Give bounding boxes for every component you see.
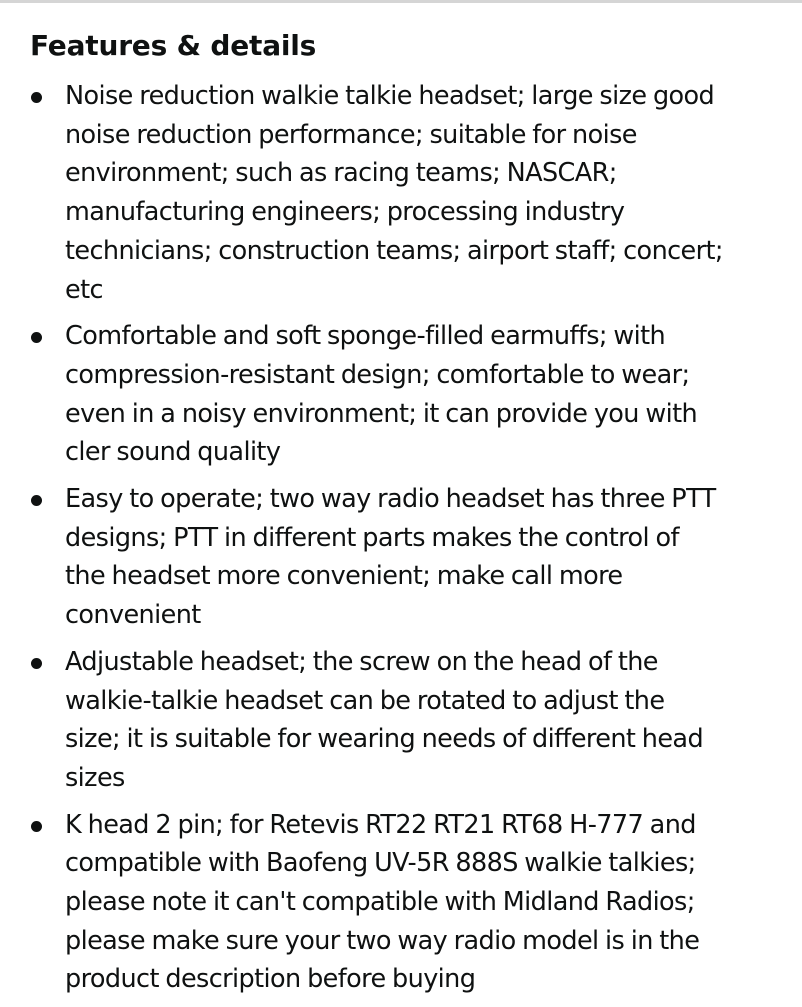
bullet-text-line: noise reduction performance; suitable for noise (65, 119, 637, 150)
bullet-dot-icon (31, 332, 42, 343)
feature-bullet-noise-reduction (0, 77, 802, 309)
top-divider-strip (0, 0, 802, 3)
feature-bullet-adjustable (0, 643, 802, 798)
bullet-text-line: environment; such as racing teams; NASCAR; (65, 158, 617, 189)
bullet-dot-icon (31, 495, 42, 506)
bullet-text-line: technicians; construction teams; airport staff; concert; (65, 235, 723, 266)
bullet-text-line: please make sure your two way radio model is in the (65, 925, 700, 956)
bullet-text-line: compression-resistant design; comfortable to wear; (65, 359, 690, 390)
feature-bullet-easy-operate (0, 480, 802, 635)
bullet-text-line: walkie-talkie headset can be rotated to adjust the (65, 685, 665, 716)
bullet-text-line: please note it can't compatible with Midland Radios; (65, 887, 695, 918)
bullet-dot-icon (31, 92, 42, 103)
bullet-text-line: K head 2 pin; for Retevis RT22 RT21 RT68 H-777 and (65, 809, 696, 840)
bullet-text-line: product description before buying (65, 964, 476, 995)
bullet-text-line: size; it is suitable for wearing needs of different head (65, 724, 704, 755)
bullet-text-line: Noise reduction walkie talkie headset; large size good (65, 81, 715, 111)
bullet-text-line: compatible with Baofeng UV-5R 888S walkie talkies; (65, 848, 696, 879)
bullet-dot-icon (31, 821, 42, 832)
bullet-text-line: the headset more convenient; make call more (65, 561, 623, 592)
bullet-dot-icon (31, 658, 42, 669)
bullet-text-line: manufacturing engineers; processing industry (65, 197, 625, 228)
section-heading: Features & details (30, 29, 317, 62)
feature-bullet-compatibility (0, 806, 802, 1000)
bullet-text-line: Comfortable and soft sponge-filled earmuffs; with (65, 321, 666, 352)
bullet-text-line: designs; PTT in different parts makes the control of (65, 522, 679, 553)
bullet-text-line: sizes (65, 762, 125, 793)
bullet-text-line: Easy to operate; two way radio headset has three PTT (65, 484, 716, 515)
bullet-text-line: etc (65, 274, 103, 305)
bullet-text-line: cler sound quality (65, 437, 281, 468)
feature-bullet-comfort (0, 317, 802, 472)
bullet-text-line: even in a noisy environment; it can provide you with (65, 398, 698, 429)
features-bullet-list (0, 77, 802, 1007)
bullet-text-line: convenient (65, 600, 201, 631)
bullet-text-line: Adjustable headset; the screw on the head of the (65, 646, 658, 677)
